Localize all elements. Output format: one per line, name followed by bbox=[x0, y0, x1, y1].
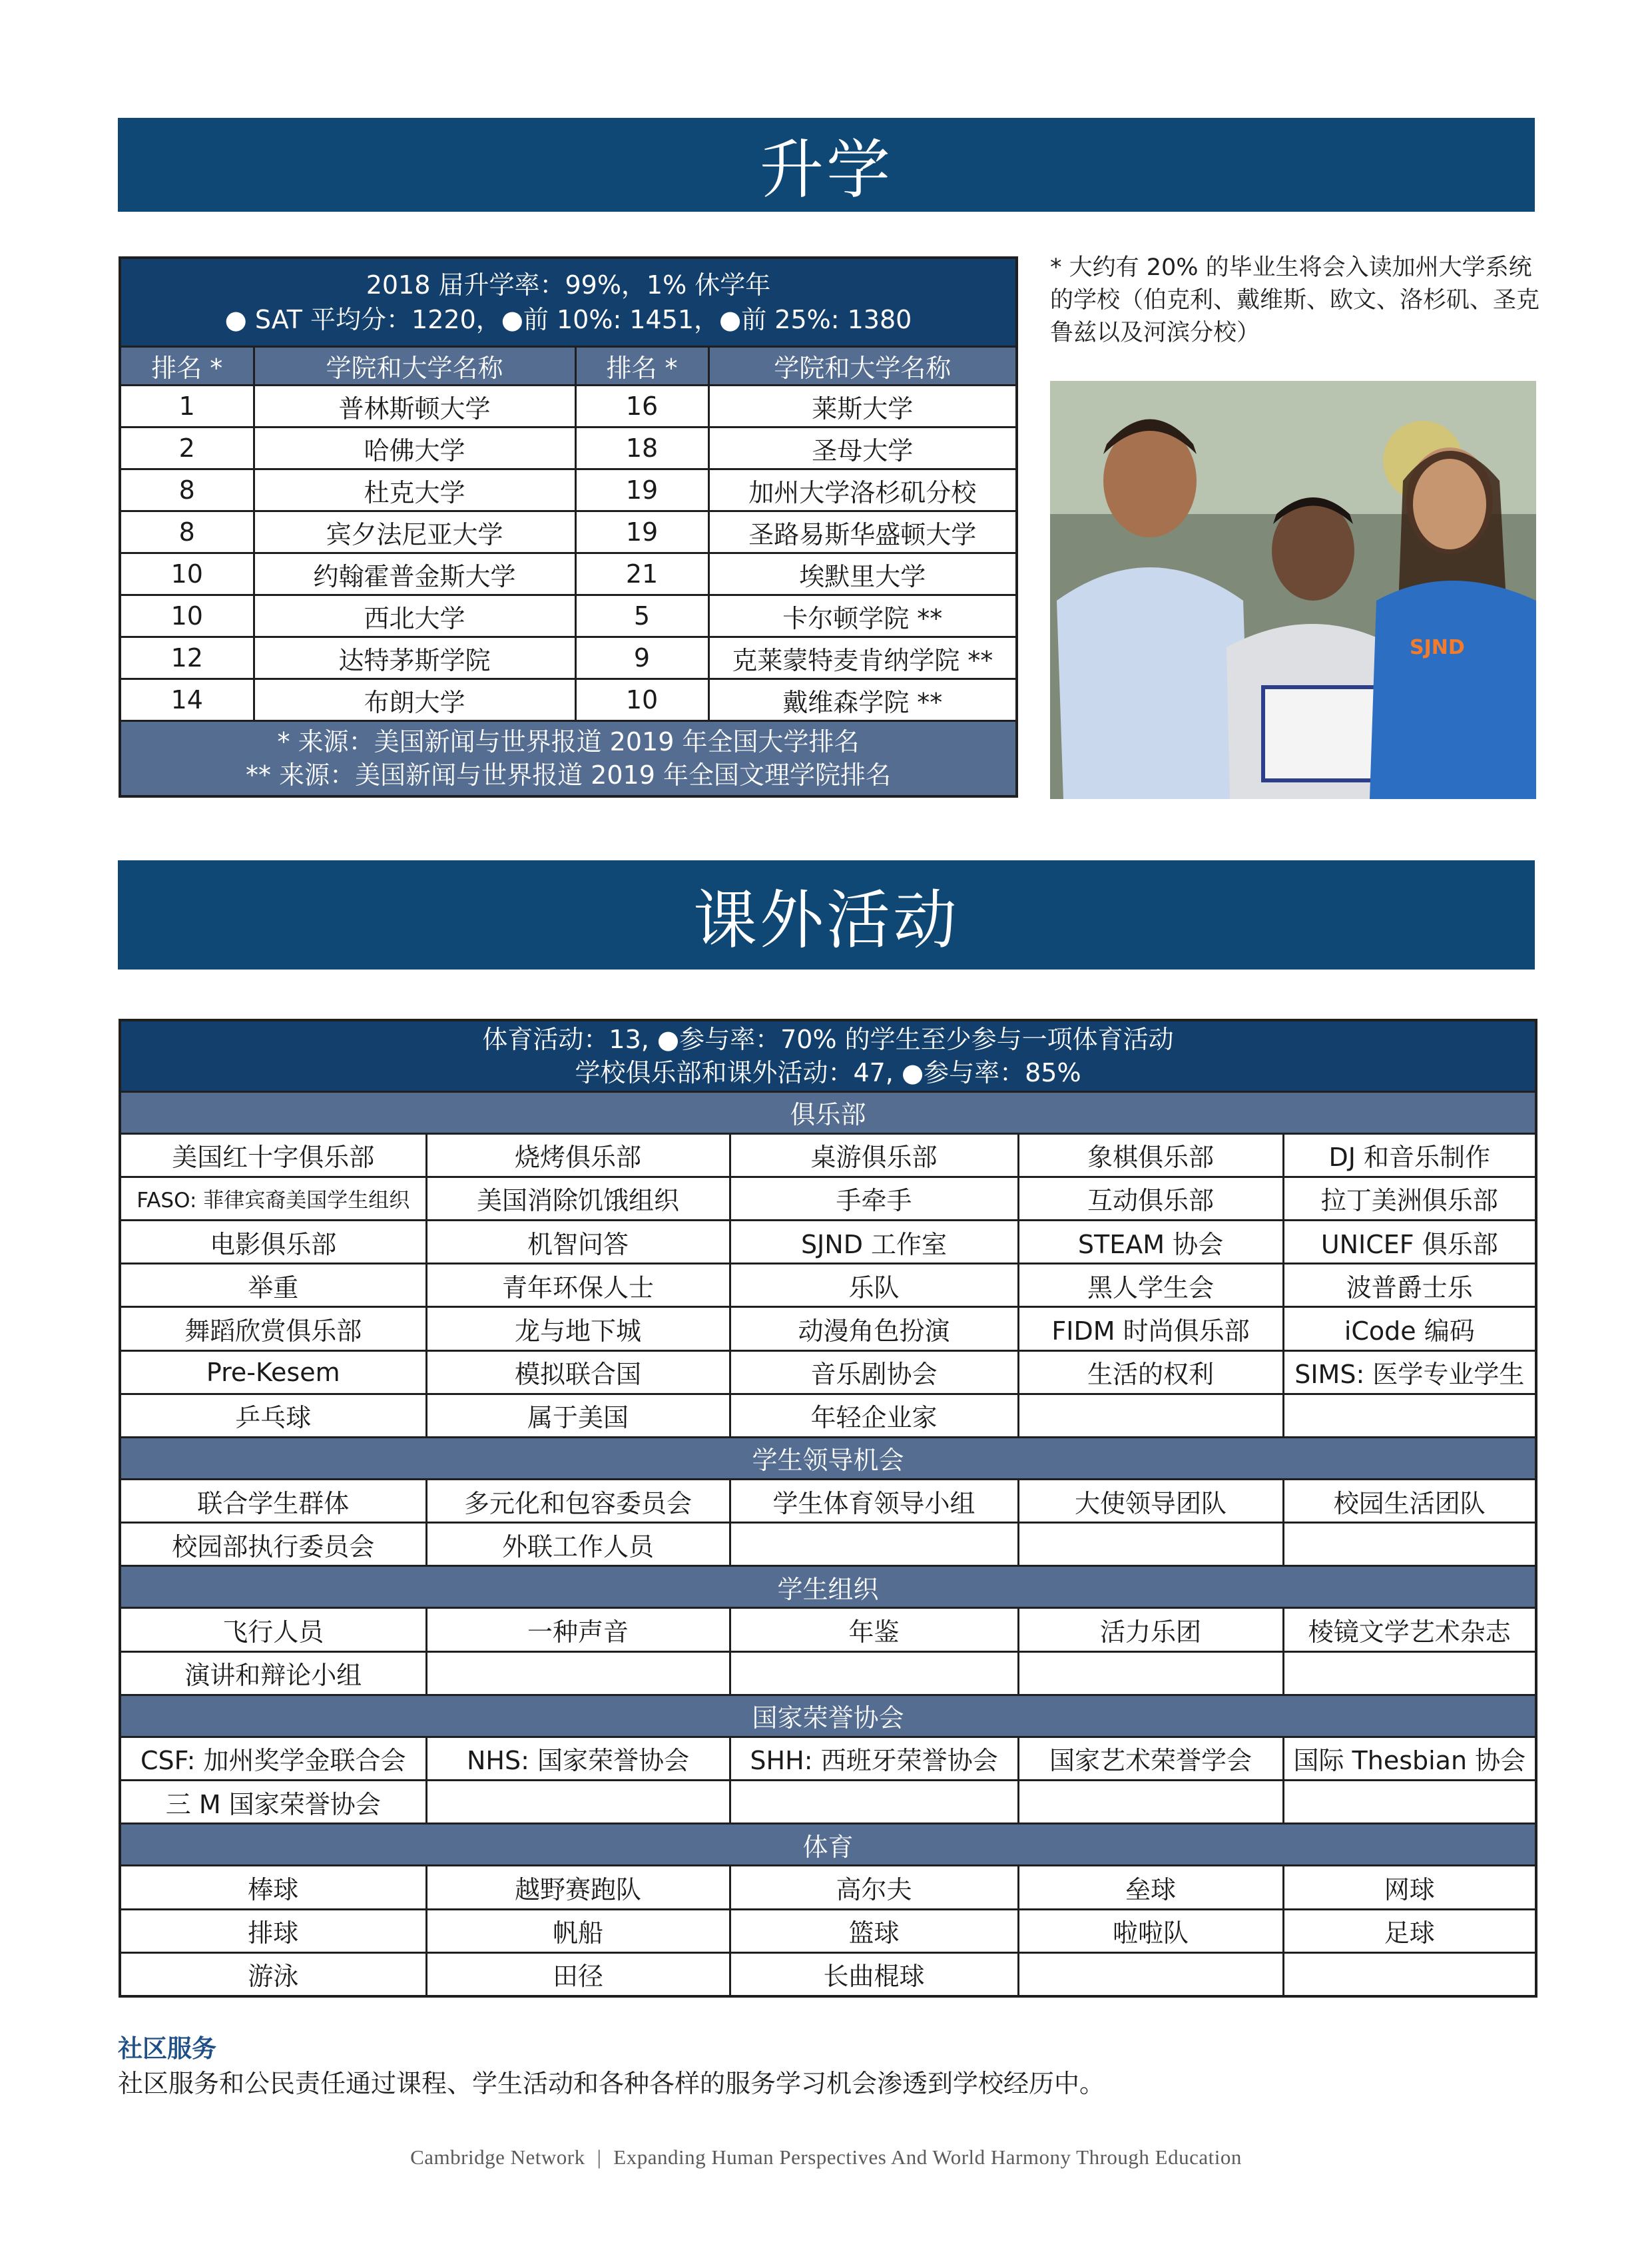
section-header-row bbox=[120, 1824, 1536, 1866]
activity-cell: 机智问答 bbox=[426, 1221, 730, 1264]
activity-cell: 篮球 bbox=[730, 1909, 1018, 1952]
table-row bbox=[120, 1394, 1536, 1437]
rank-cell: 1 bbox=[120, 386, 254, 427]
activity-cell: 田径 bbox=[426, 1952, 730, 1996]
students-photo-illustration bbox=[1050, 381, 1536, 799]
table-row bbox=[120, 1177, 1536, 1220]
sports-participation: 体育活动：13, ●参与率：70% 的学生至少参与一项体育活动 bbox=[482, 1024, 1174, 1054]
club-participation: 学校俱乐部和课外活动：47, ●参与率：85% bbox=[575, 1057, 1081, 1087]
activities-table bbox=[119, 1019, 1537, 1998]
rank-cell: 8 bbox=[120, 511, 254, 553]
activity-cell: 啦啦队 bbox=[1018, 1909, 1283, 1952]
column-header: 学院和大学名称 bbox=[708, 347, 1017, 386]
school-cell: 哈佛大学 bbox=[254, 427, 575, 469]
activity-cell: CSF: 加州奖学金联合会 bbox=[120, 1737, 426, 1780]
rank-cell: 10 bbox=[120, 595, 254, 637]
table-row bbox=[120, 1523, 1536, 1566]
table-row bbox=[120, 1608, 1536, 1651]
sat-averages: ● SAT 平均分：1220，●前 10%: 1451，●前 25%: 1380 bbox=[224, 305, 912, 334]
admissions-summary bbox=[120, 258, 1017, 347]
activity-cell bbox=[1018, 1394, 1283, 1437]
table-row bbox=[120, 427, 1017, 469]
school-cell: 加州大学洛杉矶分校 bbox=[708, 469, 1017, 511]
activity-cell: 校园部执行委员会 bbox=[120, 1523, 426, 1566]
activity-cell bbox=[1018, 1781, 1283, 1824]
section-header-row bbox=[120, 1437, 1536, 1479]
admissions-sources bbox=[120, 721, 1017, 797]
activity-cell bbox=[730, 1651, 1018, 1695]
activity-cell: 演讲和辩论小组 bbox=[120, 1651, 426, 1695]
school-cell: 戴维森学院 ** bbox=[708, 679, 1017, 721]
activity-cell: SHH: 西班牙荣誉协会 bbox=[730, 1737, 1018, 1780]
footer-org: Cambridge Network bbox=[410, 2145, 585, 2169]
school-cell: 普林斯顿大学 bbox=[254, 386, 575, 427]
activity-cell: 联合学生群体 bbox=[120, 1480, 426, 1523]
activity-cell bbox=[1018, 1952, 1283, 1996]
table-row bbox=[120, 1952, 1536, 1996]
rank-cell: 8 bbox=[120, 469, 254, 511]
activity-cell: 高尔夫 bbox=[730, 1866, 1018, 1909]
activity-cell bbox=[1283, 1781, 1536, 1824]
uc-note: * 大约有 20% 的毕业生将会入读加州大学系统的学校（伯克利、戴维斯、欧文、洛杉矶、圣克鲁兹以及河滨分校） bbox=[1050, 254, 1540, 346]
rank-cell: 2 bbox=[120, 427, 254, 469]
activity-cell: 美国消除饥饿组织 bbox=[426, 1177, 730, 1220]
activity-cell bbox=[1283, 1394, 1536, 1437]
table-row bbox=[120, 1737, 1536, 1780]
activity-cell: SIMS: 医学专业学生 bbox=[1283, 1350, 1536, 1394]
activity-cell: 桌游俱乐部 bbox=[730, 1133, 1018, 1177]
activity-cell: 越野赛跑队 bbox=[426, 1866, 730, 1909]
school-cell: 埃默里大学 bbox=[708, 553, 1017, 595]
activity-cell: 一种声音 bbox=[426, 1608, 730, 1651]
column-header: 学院和大学名称 bbox=[254, 347, 575, 386]
activity-cell: 国际 Thesbian 协会 bbox=[1283, 1737, 1536, 1780]
table-row bbox=[120, 1221, 1536, 1264]
section-header-row bbox=[120, 1091, 1536, 1133]
activity-cell: 网球 bbox=[1283, 1866, 1536, 1909]
table-row bbox=[120, 553, 1017, 595]
table-row bbox=[120, 1264, 1536, 1307]
activity-cell: 波普爵士乐 bbox=[1283, 1264, 1536, 1307]
activity-cell: 互动俱乐部 bbox=[1018, 1177, 1283, 1220]
activity-cell bbox=[1018, 1651, 1283, 1695]
rank-cell: 19 bbox=[575, 469, 708, 511]
activity-cell: 国家艺术荣誉学会 bbox=[1018, 1737, 1283, 1780]
activity-cell: 外联工作人员 bbox=[426, 1523, 730, 1566]
section-header: 学生领导机会 bbox=[120, 1437, 1536, 1479]
activity-cell: 动漫角色扮演 bbox=[730, 1307, 1018, 1350]
activity-cell: 排球 bbox=[120, 1909, 426, 1952]
page-footer bbox=[0, 2145, 1652, 2169]
activity-cell: 烧烤俱乐部 bbox=[426, 1133, 730, 1177]
source-note: * 来源：美国新闻与世界报道 2019 年全国大学排名 bbox=[277, 727, 860, 756]
community-service-title: 社区服务 bbox=[118, 2034, 216, 2063]
svg-text:SJND: SJND bbox=[1410, 636, 1465, 659]
rank-cell: 12 bbox=[120, 637, 254, 679]
admissions-rows bbox=[120, 386, 1017, 721]
activity-cell: 黑人学生会 bbox=[1018, 1264, 1283, 1307]
school-cell: 克莱蒙特麦肯纳学院 ** bbox=[708, 637, 1017, 679]
activity-cell: 活力乐团 bbox=[1018, 1608, 1283, 1651]
activity-cell: 校园生活团队 bbox=[1283, 1480, 1536, 1523]
school-cell: 卡尔顿学院 ** bbox=[708, 595, 1017, 637]
activity-cell: 棒球 bbox=[120, 1866, 426, 1909]
rank-cell: 16 bbox=[575, 386, 708, 427]
section-banner-activities bbox=[118, 860, 1535, 970]
activity-cell: SJND 工作室 bbox=[730, 1221, 1018, 1264]
activity-cell: 电影俱乐部 bbox=[120, 1221, 426, 1264]
school-cell: 布朗大学 bbox=[254, 679, 575, 721]
activity-cell bbox=[1283, 1651, 1536, 1695]
section-header: 国家荣誉协会 bbox=[120, 1695, 1536, 1737]
activity-cell bbox=[1283, 1523, 1536, 1566]
section-banner-admissions bbox=[118, 118, 1535, 212]
table-row bbox=[120, 386, 1017, 427]
activity-cell: UNICEF 俱乐部 bbox=[1283, 1221, 1536, 1264]
activity-cell: 乒乓球 bbox=[120, 1394, 426, 1437]
activity-cell: 舞蹈欣赏俱乐部 bbox=[120, 1307, 426, 1350]
section-title: 升学 bbox=[760, 133, 893, 207]
activity-cell: 拉丁美洲俱乐部 bbox=[1283, 1177, 1536, 1220]
activity-cell bbox=[730, 1781, 1018, 1824]
activity-cell: 飞行人员 bbox=[120, 1608, 426, 1651]
activity-cell: FIDM 时尚俱乐部 bbox=[1018, 1307, 1283, 1350]
table-row bbox=[120, 1133, 1536, 1177]
school-cell: 圣路易斯华盛顿大学 bbox=[708, 511, 1017, 553]
activity-cell: iCode 编码 bbox=[1283, 1307, 1536, 1350]
rank-cell: 5 bbox=[575, 595, 708, 637]
activity-cell: 手牵手 bbox=[730, 1177, 1018, 1220]
rank-cell: 14 bbox=[120, 679, 254, 721]
source-note: ** 来源：美国新闻与世界报道 2019 年全国文理学院排名 bbox=[246, 760, 891, 790]
activity-cell: 音乐剧协会 bbox=[730, 1350, 1018, 1394]
admissions-table bbox=[119, 256, 1018, 798]
rank-cell: 10 bbox=[120, 553, 254, 595]
table-row bbox=[120, 1480, 1536, 1523]
activity-cell: 长曲棍球 bbox=[730, 1952, 1018, 1996]
rank-cell: 21 bbox=[575, 553, 708, 595]
activity-cell: 帆船 bbox=[426, 1909, 730, 1952]
activity-cell: 学生体育领导小组 bbox=[730, 1480, 1018, 1523]
activities-rows bbox=[120, 1091, 1536, 1996]
activity-cell bbox=[426, 1651, 730, 1695]
community-service-text: 社区服务和公民责任通过课程、学生活动和各种各样的服务学习机会渗透到学校经历中。 bbox=[118, 2069, 1105, 2098]
activity-cell: Pre-Kesem bbox=[120, 1350, 426, 1394]
table-row bbox=[120, 511, 1017, 553]
activity-cell: 三 M 国家荣誉协会 bbox=[120, 1781, 426, 1824]
school-cell: 宾夕法尼亚大学 bbox=[254, 511, 575, 553]
table-row bbox=[120, 1909, 1536, 1952]
section-title: 课外活动 bbox=[693, 882, 960, 958]
school-cell: 约翰霍普金斯大学 bbox=[254, 553, 575, 595]
activity-cell: 多元化和包容委员会 bbox=[426, 1480, 730, 1523]
activity-cell: STEAM 协会 bbox=[1018, 1221, 1283, 1264]
activity-cell bbox=[426, 1781, 730, 1824]
activity-cell: 棱镜文学艺术杂志 bbox=[1283, 1608, 1536, 1651]
activity-cell: FASO: 菲律宾裔美国学生组织 bbox=[120, 1177, 426, 1220]
rank-cell: 19 bbox=[575, 511, 708, 553]
column-header: 排名 * bbox=[120, 347, 254, 386]
rank-cell: 18 bbox=[575, 427, 708, 469]
table-row bbox=[120, 1307, 1536, 1350]
activity-cell: 垒球 bbox=[1018, 1866, 1283, 1909]
activity-cell: 年鉴 bbox=[730, 1608, 1018, 1651]
table-row bbox=[120, 595, 1017, 637]
activity-cell: NHS: 国家荣誉协会 bbox=[426, 1737, 730, 1780]
table-row bbox=[120, 679, 1017, 721]
admissions-rate: 2018 届升学率：99%，1% 休学年 bbox=[366, 270, 771, 300]
activity-cell: 美国红十字俱乐部 bbox=[120, 1133, 426, 1177]
school-cell: 达特茅斯学院 bbox=[254, 637, 575, 679]
school-cell: 莱斯大学 bbox=[708, 386, 1017, 427]
rank-cell: 10 bbox=[575, 679, 708, 721]
section-header: 俱乐部 bbox=[120, 1091, 1536, 1133]
activity-cell: DJ 和音乐制作 bbox=[1283, 1133, 1536, 1177]
rank-cell: 9 bbox=[575, 637, 708, 679]
section-header-row bbox=[120, 1566, 1536, 1608]
activity-cell: 游泳 bbox=[120, 1952, 426, 1996]
activity-cell: 乐队 bbox=[730, 1264, 1018, 1307]
activity-cell: 举重 bbox=[120, 1264, 426, 1307]
table-row bbox=[120, 1866, 1536, 1909]
activity-cell: 足球 bbox=[1283, 1909, 1536, 1952]
table-row bbox=[120, 1781, 1536, 1824]
table-row bbox=[120, 1651, 1536, 1695]
footer-tagline: Expanding Human Perspectives And World Harmony Through Education bbox=[613, 2145, 1242, 2169]
table-row bbox=[120, 1350, 1536, 1394]
column-header-row bbox=[120, 347, 1017, 386]
table-row bbox=[120, 469, 1017, 511]
activity-cell: 大使领导团队 bbox=[1018, 1480, 1283, 1523]
school-cell: 圣母大学 bbox=[708, 427, 1017, 469]
school-cell: 西北大学 bbox=[254, 595, 575, 637]
activity-cell: 属于美国 bbox=[426, 1394, 730, 1437]
students-photo bbox=[1050, 381, 1536, 799]
activities-summary bbox=[120, 1020, 1536, 1091]
activity-cell: 象棋俱乐部 bbox=[1018, 1133, 1283, 1177]
section-header: 体育 bbox=[120, 1824, 1536, 1866]
activity-cell: 龙与地下城 bbox=[426, 1307, 730, 1350]
activity-cell bbox=[730, 1523, 1018, 1566]
column-header: 排名 * bbox=[575, 347, 708, 386]
footer-separator: | bbox=[597, 2145, 602, 2169]
section-header-row bbox=[120, 1695, 1536, 1737]
section-header: 学生组织 bbox=[120, 1566, 1536, 1608]
school-cell: 杜克大学 bbox=[254, 469, 575, 511]
activity-cell: 模拟联合国 bbox=[426, 1350, 730, 1394]
activity-cell: 生活的权利 bbox=[1018, 1350, 1283, 1394]
activity-cell: 年轻企业家 bbox=[730, 1394, 1018, 1437]
table-row bbox=[120, 637, 1017, 679]
activity-cell: 青年环保人士 bbox=[426, 1264, 730, 1307]
activity-cell bbox=[1018, 1523, 1283, 1566]
activity-cell bbox=[1283, 1952, 1536, 1996]
